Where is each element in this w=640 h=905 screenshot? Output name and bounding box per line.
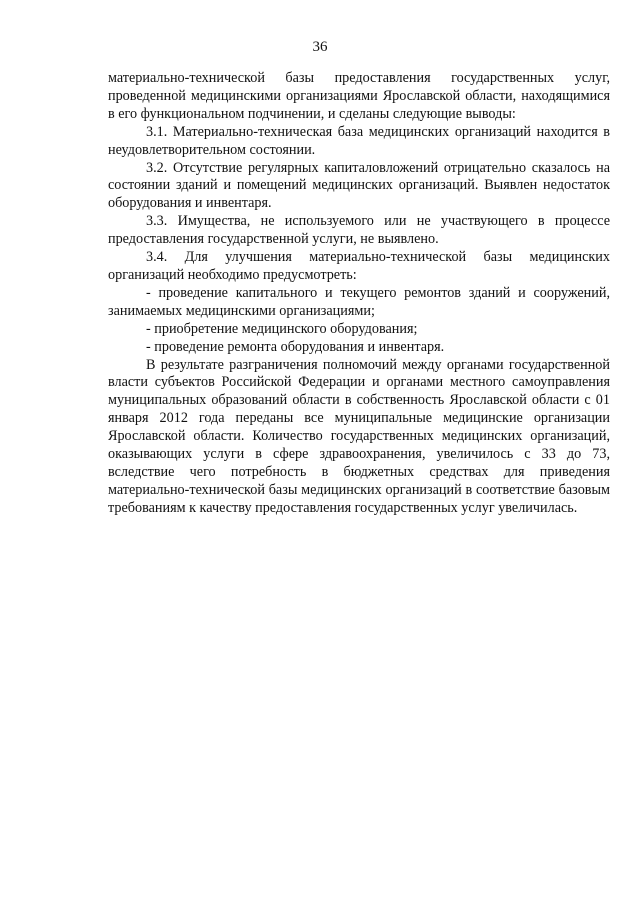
paragraph-3-1: 3.1. Материально-техническая база медицинских организаций находится в неудовлетворительном состоянии.: [108, 123, 610, 158]
paragraph-conclusion: В результате разграничения полномочий между органами государственной власти субъектов Российской Федерации и органами местного самоуправления муниципальных образований области в собственность Ярославской области с 01 января 2012 года переданы все муниципальные медицинские организации Ярославской области. Количество государственных медицинских организаций, оказывающих услуги в сфере здравоохранения, увеличилось с 33 до 73, вследствие чего потребность в бюджетных средствах для приведения материально-технической базы медицинских организаций в соответствие базовым требованиям к качеству предоставления государственных услуг увеличилась.: [108, 356, 610, 516]
body-text: [108, 70, 610, 518]
list-item-repairs: - проведение капитального и текущего ремонтов зданий и сооружений, занимаемых медицинскими организациями;: [108, 284, 610, 319]
paragraph-3-3: 3.3. Имущества, не используемого или не участвующего в процессе предоставления государственной услуги, не выявлено.: [108, 213, 610, 248]
paragraph-intro: материально-технической базы предоставления государственных услуг, проведенной медицинскими организациями Ярославской области, находящимися в его функциональном подчинении, и сделаны следующие выводы:: [108, 70, 610, 122]
list-item-equipment-repair: - проведение ремонта оборудования и инвентаря.: [146, 338, 445, 355]
page-number: 36: [312, 39, 328, 55]
list-item-equipment: - приобретение медицинского оборудования;: [146, 320, 418, 337]
paragraph-3-4: 3.4. Для улучшения материально-технической базы медицинских организаций необходимо предусмотреть:: [108, 249, 610, 283]
paragraph-3-2: 3.2. Отсутствие регулярных капиталовложений отрицательно сказалось на состоянии зданий и помещений медицинских организаций. Выявлен недостаток оборудования и инвентаря.: [108, 159, 610, 212]
